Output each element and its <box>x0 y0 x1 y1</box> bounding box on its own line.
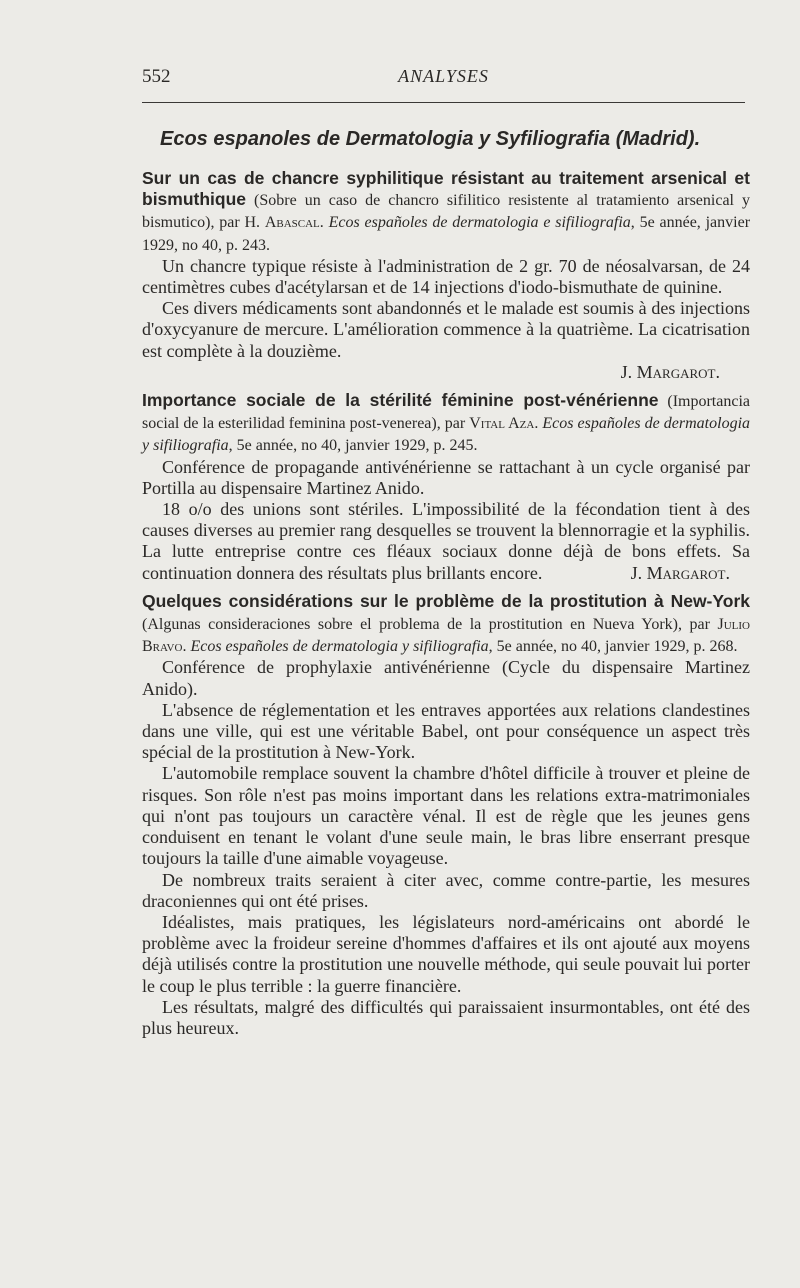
article-reference: (Algunas consideraciones sobre el problema de la prostitution en Nueva York), par <box>142 616 718 634</box>
article-reference: , 5e année, no 40, janvier 1929, p. 245. <box>228 437 478 455</box>
page-header <box>142 66 745 90</box>
journal-title: Ecos espanoles de Dermatologia y Syfiliografia (Madrid). <box>160 128 701 150</box>
paragraph: Conférence de prophylaxie antivénérienne (Cycle du dispensaire Martinez Anido). <box>142 657 750 699</box>
article-journal: Ecos españoles de dermatologia y sifiliografia <box>190 638 489 656</box>
signature: J. Margarot. <box>620 361 720 382</box>
article-author: Julio Bravo <box>142 616 750 656</box>
article-title: Sur un cas de chancre syphilitique résistant au traitement arsenical et bismuthique <box>142 168 750 210</box>
article-list <box>142 168 750 1046</box>
paragraph: L'automobile remplace souvent la chambre d'hôtel difficile à trouver et pleine de risques. Son rôle n'est pas moins important dans les relations extra-matrimoniales qui n'ont pas toujours un caractère vénal. Il est de règle que les jeunes gens conduisent en tenant le volant d'une seule main, le bras libre enserrant presque toujours la taille d'une aimable voyageuse. <box>142 763 750 869</box>
article-reference: (Sobre un caso de chancro sifilitico resistente al tratamiento arsenical y bismutico), par H. <box>142 192 750 232</box>
article-title: Importance sociale de la stérilité féminine post-vénérienne <box>142 390 659 411</box>
paragraph: Les résultats, malgré des difficultés qui paraissaient insurmontables, ont été des plus heureux. <box>142 996 750 1038</box>
article-heading <box>142 591 750 658</box>
article-journal: Ecos españoles de dermatologia e sifiliografia <box>328 214 631 232</box>
signature: J. Margarot. <box>630 562 730 583</box>
running-head: ANALYSES <box>398 66 489 86</box>
page-number: 552 <box>142 66 171 87</box>
article-2 <box>142 390 750 584</box>
paragraph: Ces divers médicaments sont abandonnés et le malade est soumis à des injections d'oxycyanure de mercure. L'amélioration commence à la quatrième. La cicatrisation est complète à la douzième. <box>142 298 750 361</box>
article-heading <box>142 390 750 457</box>
article-reference: . <box>319 214 329 232</box>
paragraph: Idéalistes, mais pratiques, les législateurs nord-américains ont abordé le problème avec la froideur sereine d'hommes d'affaires et ils ont ajouté aux moyens déjà utilisés contre la prostitution une nouvelle méthode, qui seule pouvait lui porter le coup le plus terrible : la guerre financière. <box>142 911 750 996</box>
paragraph: De nombreux traits seraient à citer avec, comme contre-partie, les mesures draconiennes qui ont été prises. <box>142 869 750 911</box>
article-reference: . <box>534 415 543 433</box>
article-journal: Ecos españoles de dermatologia y sifiliografia <box>142 415 751 455</box>
paragraph: L'absence de réglementation et les entraves apportées aux relations clandestines dans une ville, qui est une véritable Babel, ont pour conséquence un aspect très spécial de la prostitution à New-York. <box>142 699 750 763</box>
article-reference: . <box>182 638 191 656</box>
paragraph: Un chancre typique résiste à l'administration de 2 gr. 70 de néosalvarsan, de 24 centimètres cubes d'acétylarsan et de 14 injections d'iodo-bismuthate de quinine. <box>142 255 750 298</box>
article-author: Abascal <box>264 214 320 232</box>
article-heading <box>142 168 750 256</box>
paragraph: Conférence de propagande antivénérienne se rattachant à un cycle organisé par Portilla au dispensaire Martinez Anido. <box>142 456 750 498</box>
article-reference: (Importancia social de la esterilidad feminina post-venerea), par <box>142 393 750 433</box>
paragraph-text: 18 o/o des unions sont stériles. L'impossibilité de la fécondation tient à des causes diverses au premier rang desquelles se trouvent la blennorragie et la syphilis. La lutte entreprise contre ces fléaux sociaux donne déjà de bons effets. Sa continuation donnera des résultats plus brillants encore. <box>142 499 750 583</box>
article-3 <box>142 591 750 1039</box>
paragraph <box>142 499 750 584</box>
article-title: Quelques considérations sur le problème de la prostitution à New-York <box>142 590 750 611</box>
header-rule <box>142 102 745 103</box>
article-author: Vital Aza <box>469 415 535 433</box>
article-1 <box>142 168 750 383</box>
article-reference: , 5e année, no 40, janvier 1929, p. 268. <box>488 638 738 656</box>
article-reference: , 5e année, janvier 1929, no 40, p. 243. <box>142 214 751 254</box>
